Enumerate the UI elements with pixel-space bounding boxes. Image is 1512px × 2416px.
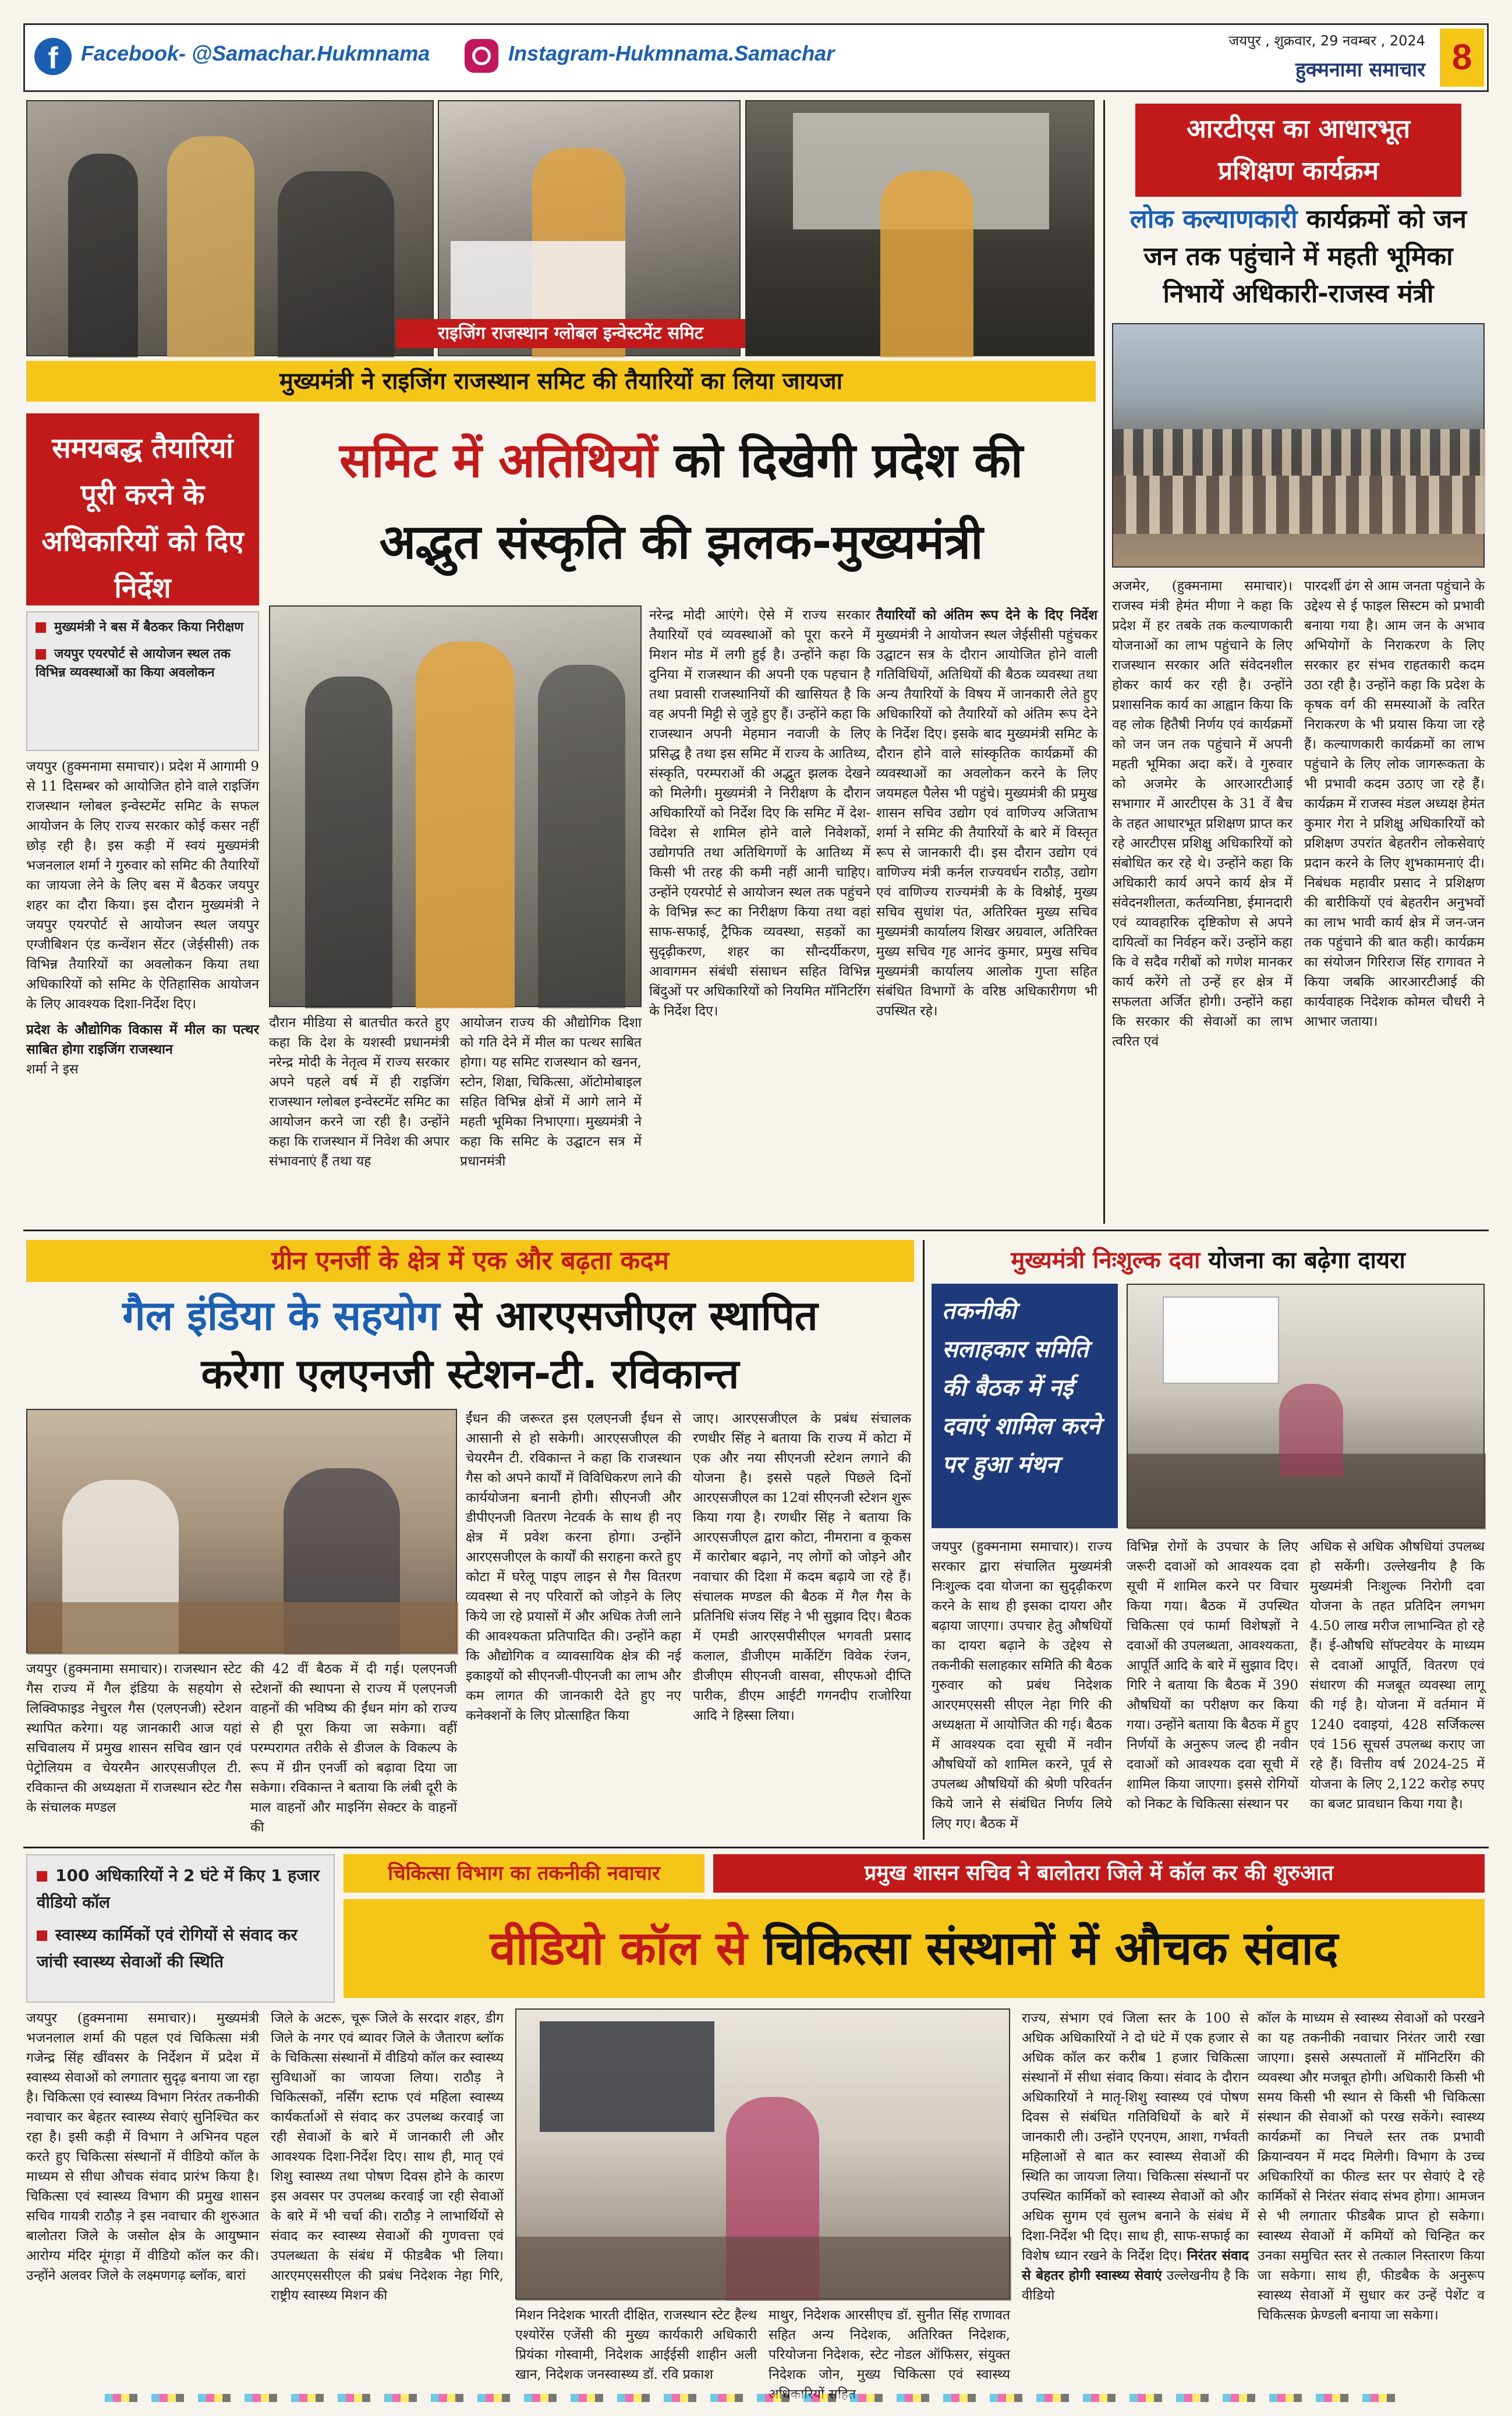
- videocall-kicker-yellow: चिकित्सा विभाग का तकनीकी नवाचार: [344, 1854, 704, 1893]
- lng-col-3: ईंधन की जरूरत इस एलएनजी ईंधन से आसानी से हो सकेगी। आरएसजीएल की चेयरमैन टी. रविकान्त ने कहा कि राजस्थान गैस को अपने कार्यों में विविधिकरण लाने की कार्ययोजना बनानी होगी। सीएनजी और डीपीएनजी वितरण नेटवर्क के साथ ही नए क्षेत्र में प्रवेश करना होगा। उन्होंने आरएसजीएल के कार्यों की सराहना करते हुए कोटा में घरेलू पाइप लाइन से गैस वितरण व्यवस्था से नए परिवारों को जोड़ने के लिए किये जा रहे प्रयासों में और अधिक तेजी लाने की आवश्यकता प्रतिपादित की। उन्होंने कहा कि औद्योगिक व व्यावसायिक क्षेत्र की नई इकाइयों को सीएनजी-पीएनजी का लाभ और कम लागत की जानकारी देते हुए नए कनेक्शनों के लिए प्रोत्साहित किया: [466, 1411, 681, 1723]
- summit-sidebox: समयबद्ध तैयारियां पूरी करने के अधिकारियों को दिए निर्देश: [26, 413, 259, 605]
- summit-headline: [265, 420, 1097, 595]
- videocall-col-6: कॉल के माध्यम से स्वास्थ्य सेवाओं को परखने का यह तकनीकी नवाचार निरंतर जारी रखा जाएगा। इससे अस्पतालों में मॉनिटरिंग की व्यवस्था और मजबूत होगी। अधिकारी किसी भी समय किसी भी स्थान से किसी भी चिकित्सा संस्थान की सेवाओं को परख सकेंगे। स्वास्थ्य कार्यक्रमों का निचले स्तर तक प्रभावी क्रियान्वयन में मदद मिलेगी। विभाग के उच्च अधिकारियों का फील्ड स्तर पर सेवाएं दे रहे कार्मिकों से निरंतर संवाद संभव होगा। आमजन से भी लगातार फीडबैक प्राप्त हो सकेगा। स्वास्थ्य सेवाओं में कमियों को चिन्हित कर उनका समुचित स्तर से तत्काल निस्तारण किया जा सकेगा। साथ ही, फीडबैक के अनुरूप स्वास्थ्य सेवाओं में सुधार कर उन्हें पेशेंट व चिकित्सक फ्रेण्डली बनाया जा सकेगा।: [1258, 2011, 1485, 2323]
- summit-bullet-2: जयपुर एयरपोर्ट से आयोजन स्थल तक विभिन्न व्यवस्थाओं का किया अवलोकन: [36, 647, 231, 680]
- medicine-divider: [923, 1240, 925, 1840]
- summit-col5-subhead: तैयारियों को अंतिम रूप देने के दिए निर्देश: [876, 607, 1097, 623]
- summit-col-4: नरेन्द्र मोदी आएंगे। ऐसे में राज्य सरकार तैयारियों एवं व्यवस्थाओं को पूरा करने में मिशन मोड में लगी हुई है। उन्होंने कहा कि दुनिया में राजस्थान की अपनी एक पहचान है तथा प्रवासी राजस्थानियों की खासियत है कि वह अपनी मिट्टी से जुड़े हुए हैं। उन्होंने कहा कि राजस्थान अपनी मेहमान नवाजी के लिए प्रसिद्ध है तथा इस समिट में राज्य के आतिथ्य, संस्कृति, परम्पराओं की अद्भुत झलक देखने को मिलेगी। मुख्यमंत्री ने निरीक्षण के दौरान अधिकारियों को निर्देश दिए कि समिट में देश-विदेश से शामिल होने वाले निवेशकों, उद्योगपति तथा अतिथिगणों के आतिथ्य में किसी भी तरह की कमी नहीं आनी चाहिए। उन्होंने एयरपोर्ट से आयोजन स्थल तक पहुंचने के विभिन्न रूट का निरीक्षण किया तथा वहां साफ-सफाई, ट्रैफिक व्यवस्था, सड़कों का सुदृढ़ीकरण, शहर का सौन्दर्यीकरण, आवागमन संबंधी संसाधन सहित विभिन्न बिंदुओं पर अधिकारियों को नियमित मॉनिटरिंग के निर्देश दिए।: [649, 608, 870, 1019]
- facebook-icon: f: [34, 38, 72, 75]
- summit-kicker: मुख्यमंत्री ने राइजिंग राजस्थान समिट की तैयारियों का लिया जायजा: [26, 361, 1096, 402]
- summit-bullets: [26, 611, 259, 751]
- videocall-col-2: जिले के अटरू, चूरू जिले के सरदार शहर, डीग जिले के नगर एवं ब्यावर जिले के जैतारण ब्लॉक के चिकित्सा संस्थानों में वीडियो कॉल कर स्वास्थ्य सुविधाओं का जायजा लिया। राठौड़ ने चिकित्सकों, नर्सिंग स्टाफ एवं महिला स्वास्थ्य कार्यकर्ताओं से संवाद कर उपलब्ध करवाई जा रही सेवाओं के बारे में जानकारी ली और आवश्यक दिशा-निर्देश दिए। साथ ही, मातृ एवं शिशु स्वास्थ्य तथा पोषण दिवस होने के कारण इस अवसर पर उपलब्ध करवाई जा रही सेवाओं के बारे में भी चर्चा की। राठौड़ ने लाभार्थियों से संवाद कर स्वास्थ्य सेवाओं की गुणवत्ता एवं उपलब्धता के संबंध में फीडबैक भी लिया। आरएमएससीएल की प्रबंध निदेशक नेहा गिरि, राष्ट्रीय स्वास्थ्य मिशन की: [271, 2011, 504, 2303]
- lng-headline-line2: करेगा एलएनजी स्टेशन-टी. रविकान्त: [201, 1350, 739, 1398]
- summit-main-photo: [269, 605, 642, 1007]
- summit-bullet-1: मुख्यमंत्री ने बस में बैठकर किया निरीक्षण: [36, 618, 250, 637]
- rts-group-photo: [1112, 323, 1485, 568]
- instagram-icon: [465, 39, 498, 73]
- section-rule-2: [23, 1847, 1489, 1848]
- summit-headline-line2: अद्भुत संस्कृति की झलक-मुख्यमंत्री: [379, 515, 983, 570]
- rts-headline-rest: कार्यक्रमों को जन जन तक पहुंचाने में महती भूमिका निभायें अधिकारी-राजस्व मंत्री: [1143, 204, 1467, 309]
- dateline: जयपुर , शुक्रवार, 29 नवम्बर , 2024: [1228, 33, 1425, 49]
- videocall-col-1: जयपुर (हुक्मनामा समाचार)। मुख्यमंत्री भजनलाल शर्मा की पहल एवं चिकित्सा मंत्री गजेन्द्र सिंह खींवसर के निर्देशन में प्रदेश में स्वास्थ्य सेवाओं को लगातार सुदृढ़ बनाया जा रहा है। चिकित्सा एवं स्वास्थ्य विभाग निरंतर तकनीकी नवाचार कर बेहतर स्वास्थ्य सेवाएं सुनिश्चित कर रहा है। इसी कड़ी में विभाग ने अभिनव पहल करते हुए चिकित्सा संस्थानों में वीडियो कॉल के माध्यम से सीधा औचक संवाद प्रारंभ किया है। चिकित्सा एवं स्वास्थ्य विभाग की प्रमुख शासन सचिव गायत्री राठौड़ ने इस नवाचार की शुरुआत बालोतरा जिले के जसोल क्षेत्र के आयुष्मान आरोग्य मंदिर मूंगड़ा में वीडियो कॉल कर की। उन्होंने अलवर जिले के लक्ष्मणगढ़ ब्लॉक, बारां: [26, 2011, 259, 2283]
- medicine-kicker-rest: योजना का बढ़ेगा दायरा: [1208, 1247, 1405, 1274]
- facebook-handle: Facebook- @Samachar.Hukmnama: [81, 41, 430, 65]
- medicine-col-2: विभिन्न रोगों के उपचार के लिए जरूरी दवाओं को आवश्यक दवा सूची में शामिल करने पर विचार किया गया। बैठक में उपस्थित चिकित्सा एवं फार्मा विशेषज्ञों ने दवाओं की उपलब्धता, आवश्यकता, आपूर्ति आदि के बारे में सुझाव दिए। गिरि ने बताया कि बैठक में 390 औषधियों का परीक्षण कर किया गया। उन्होंने बताया कि बैठक में हुए निर्णयों के अनुरूप जल्द ही नवीन दवाओं को आवश्यक दवा सूची में शामिल किया जाएगा। इससे रोगियों को निकट के चिकित्सा संस्थान पर: [1127, 1539, 1298, 1812]
- right-column-divider: [1103, 100, 1105, 1224]
- lng-col-2: की 42 वीं बैठक में दी गई। एलएनजी स्टेशनों की स्थापना से राज्य में एलएनजी वाहनों की भविष्य की ईंधन मांग को राज्य से ही पूरा किया जा सकेगा। वहीं परम्परागत तरीके से डीजल के विकल्प के रूप में ग्रीन एनर्जी को बढ़ावा दिया जा सकेगा। रविकान्त ने बताया कि लंबी दूरी के माल वाहनों और माइनिंग सेक्टर के वाहनों की: [250, 1662, 457, 1835]
- lng-meeting-photo: [26, 1409, 457, 1653]
- videocall-col-4: माथुर, निदेशक आरसीएच डॉ. सुनीत सिंह राणावत सहित अन्य निदेशक, अतिरिक्त निदेशक, परियोजना निदेशक, स्टेट नोडल ऑफिसर, संयुक्त निदेशक जोन, मुख्य चिकित्सा एवं स्वास्थ्य: [769, 2308, 1010, 2382]
- section-rule-1: [23, 1230, 1489, 1231]
- summit-col-3: आयोजन राज्य की औद्योगिक दिशा को गति देने में मील का पत्थर साबित होगा। यह समिट राजस्थान को खनन, स्टोन, शिक्षा, चिकित्सा, ऑटोमोबाइल सहित विभिन्न क्षेत्रों में आगे लाने में महती भूमिका निभाएगा। मुख्यमंत्री ने कहा कि समिट के उद्घाटन सत्र में प्रधानमंत्री: [460, 1015, 642, 1169]
- rts-col-1: अजमेर, (हुक्मनामा समाचार)। राजस्व मंत्री हेमंत मीणा ने कहा कि प्रदेश में हर तबके तक कल्याणकारी योजनाओं का लाभ पहुंचाने के लिए राजस्थान सरकार अति संवेदनशील होकर कार्य कर रही है। उन्होंने प्रशासनिक कार्य का आह्वान किया कि वह लोक हितैषी निर्णय एवं कार्यक्रमों को जन जन तक पहुंचाने में अपनी महती भूमिका अदा करें। वे गुरुवार को अजमेर के आरआरटीआई सभागार में आरटीएस के 31 वें बैच के तहत आधारभूत प्रशिक्षण प्राप्त कर रहे आरटीएस प्रशिक्षु अधिकारियों को संबोधित कर रहे थे। उन्होंने कहा कि अधिकारी कार्य अपने कार्य क्षेत्र में संवेदनशीलता, कर्तव्यनिष्ठा, ईमानदारी एवं व्यावहारिक दृष्टिकोण से अपने दायित्वों का निर्वहन करें। उन्होंने कहा कि वे सदैव गरीबों को गणेश मानकर कार्य करेंगे तो उन्हें हर क्षेत्र में सफलता अर्जित होगी। उन्होंने कहा कि सरकार की सेवाओं का लाभ त्वरित एवं: [1112, 579, 1293, 1049]
- medicine-col-3: अधिक से अधिक औषधियां उपलब्ध हो सकेंगी। उल्लेखनीय है कि मुख्यमंत्री निःशुल्क निरोगी दवा योजना के तहत प्रतिदिन लगभग 4.50 लाख मरीज लाभान्वित हो रहे हैं। ई-औषधि सॉफ्टवेयर के माध्यम से दवाओं आपूर्ति, वितरण एवं संधारण की मजबूत व्यवस्था लागू की गई है। योजना में वर्तमान में 1240 दवाइयां, 428 सर्जिकल्स एवं 156 सूचर्स उपलब्ध कराए जा रहे हैं। वित्तीय वर्ष 2024-25 में योजना के लिए 2,122 करोड़ रुपए का बजट प्रावधान किया गया है।: [1310, 1539, 1485, 1812]
- summit-photo-2: [438, 100, 741, 356]
- medicine-sidebox: तकनीकी सलाहकार समिति की बैठक में नई दवाएं शामिल करने पर हुआ मंथन: [932, 1284, 1118, 1528]
- lng-col-4: जाए। आरएसजीएल के प्रबंध संचालक रणधीर सिंह ने बताया कि राज्य में कोटा में एक और नया सीएनजी स्टेशन लगाने की योजना है। इससे पहले पिछले दिनों आरएसजीएल का 12वां सीएनजी स्टेशन शुरू किया गया है। रणधीर सिंह ने बताया कि आरएसजीएल द्वारा कोटा, नीमराना व कूकस में कारोबार बढ़ाने, नए लोगों को जोड़ने और नवाचार की दिशा में कदम बढ़ाये जा रहे हैं। संचालक मण्डल की बैठक में गैल गैस के प्रतिनिधि संजय सिंह ने भी सुझाव दिए। बैठक में एमडी आरएसपीसीएल भगवती प्रसाद कलाल, डीजीएम मार्केटिंग विवेक रंजन, डीजीएम सीएनजी वासवा, सीएफओ दीप्ति पारीक, डीएम आईटी गगनदीप राजोरिया आदि ने हिस्सा लिया।: [693, 1411, 911, 1723]
- summit-col1-subhead: प्रदेश के औद्योगिक विकास में मील का पत्थर साबित होगा राइजिंग राजस्थान: [26, 1022, 259, 1057]
- masthead: [23, 23, 1489, 92]
- videocall-photo: [515, 2008, 1010, 2300]
- videocall-col5-subhead: निरंतर संवाद से बेहतर होगी स्वास्थ्य सेवाएं: [1022, 2248, 1249, 2283]
- videocall-col-5: राज्य, संभाग एवं जिला स्तर के 100 से अधिक अधिकारियों ने दो घंटे में एक हजार से अधिक कॉल कर करीब 1 हजार चिकित्सा संस्थानों में सीधा संवाद किया। संवाद के दौरान अधिकारियों ने मातृ-शिशु स्वास्थ्य एवं पोषण दिवस से संबंधित गतिविधियों के बारे में जानकारी ली। उन्होंने एएनएम, आशा, गर्भवती महिलाओं से बात कर स्वास्थ्य सेवाओं की स्थिति का जायजा लिया। चिकित्सा संस्थानों पर उपस्थित कार्मिकों को स्वास्थ्य सेवाओं को और अधिक सुगम एवं सुलभ बनाने के संबंध में दिशा-निर्देश भी दिए। साथ ही, साफ-सफाई का विशेष ध्यान रखने के निर्देश दिए। निरंतर संवाद से बेहतर होगी स्वास्थ्य सेवाएं उल्लेखनीय है कि वीडियो: [1022, 2011, 1249, 2303]
- lng-headline-blue: गैल इंडिया के सहयोग: [122, 1292, 440, 1340]
- page-number: 8: [1440, 29, 1484, 87]
- videocall-kicker-red: प्रमुख शासन सचिव ने बालोतरा जिले में कॉल कर की शुरुआत: [713, 1854, 1485, 1893]
- videocall-bullet-1: 100 अधिकारियों ने 2 घंटे में किए 1 हजार वीडियो कॉल: [37, 1866, 320, 1912]
- rts-col-2: पारदर्शी ढंग से आम जनता पहुंचाने के उद्देश्य से ई फाइल सिस्टम को प्रभावी बनाया गया है। आम जन के अभाव अभियोगों के निराकरण के लिए सरकार हर संभव राहतकारी कदम उठा रही है। उन्होंने कहा कि प्रदेश के कृषक वर्ग की समस्याओं के त्वरित निराकरण के भी प्रयास किया जा रहे हैं। कल्याणकारी कार्यक्रमों का लाभ पहुंचाने के लिए लोक जागरूकता के भी प्रभावी कदम उठाए जा रहे हैं। कार्यक्रम में राजस्व मंडल अध्यक्ष हेमंत कुमार गेरा ने प्रशिक्षु अधिकारियों को प्रशिक्षण उपरांत बेहतरीन लोकसेवाएं प्रदान करने के लिए शुभकामनाएं दी। निबंधक महावीर प्रसाद ने प्रशिक्षण की बारीकियों एवं बेहतरीन अनुभवों का लाभ भावी कार्य क्षेत्र में जन-जन तक पहुंचाने की बात कही। कार्यक्रम का संयोजन गिरिराज सिंह रागावत ने किया जबकि आरआरटीआई की कार्यवाहक निदेशक कोमल चौधरी ने आभार जताया।: [1304, 579, 1485, 1029]
- footer-color-bar: [105, 2394, 1407, 2402]
- summit-col-1: जयपुर (हुक्मनामा समाचार)। प्रदेश में आगामी 9 से 11 दिसम्बर को आयोजित होने वाले राइजिंग राजस्थान ग्लोबल इन्वेस्टमेंट समिट के सफल आयोजन के लिए राज्य सरकार कोई कसर नहीं छोड़ रही है। इस कड़ी में स्वयं मुख्यमंत्री भजनलाल शर्मा ने गुरुवार को समिट की तैयारियों का जायजा लेने के लिए बस में बैठकर जयपुर शहर का दौरा किया। इस दौरान मुख्यमंत्री ने जयपुर एयरपोर्ट से आयोजन स्थल जयपुर एग्जीबिशन एंड कन्वेंशन सेंटर (जेईसीसी) तक विभिन्न तैयारियों का अवलोकन किया तथा अधिकारियों को समिट के ऐतिहासिक आयोजन के लिए आवश्यक दिशा-निर्देश दिए। प्रदेश के औद्योगिक विकास में मील का पत्थर साबित होगा राइजिंग राजस्थान शर्मा ने इस: [26, 759, 259, 1077]
- summit-photo-3: [745, 100, 1095, 356]
- instagram-handle: Instagram-Hukmnama.Samachar: [508, 41, 835, 65]
- medicine-kicker: [932, 1240, 1485, 1281]
- summit-headline-red: समिट में अतिथियों: [339, 433, 658, 488]
- videocall-col-3: मिशन निदेशक भारती दीक्षित, राजस्थान स्टेट हैल्थ एश्योरेंस एजेंसी की मुख्य कार्यकारी अधिकारी प्रियंका गोस्वामी, निदेशक आईईसी शाहीन अली खान, निदेशक जनस्वास्थ्य डॉ. रवि प्रकाश: [515, 2308, 757, 2382]
- summit-col-2: दौरान मीडिया से बातचीत करते हुए कहा कि देश के यशस्वी प्रधानमंत्री नरेन्द्र मोदी के नेतृत्व में राज्य सरकार अपने पहले वर्ष में ही राइजिंग राजस्थान ग्लोबल इन्वेस्टमेंट समिट का आयोजन करने जा रही है। उन्होंने कहा कि राजस्थान में निवेश की अपार संभावनाएं हैं तथा यह: [269, 1015, 449, 1169]
- summit-photo-1: [26, 100, 434, 356]
- rts-headline: [1112, 201, 1485, 317]
- summit-headline-rest: को दिखेगी प्रदेश की: [674, 433, 1024, 488]
- summit-col-5: तैयारियों को अंतिम रूप देने के दिए निर्देश मुख्यमंत्री ने आयोजन स्थल जेईसीसी पहुंचकर उद्घाटन सत्र के दौरान आयोजित होने वाली गतिविधियों, अतिथियों की बैठक व्यवस्था तथा अन्य तैयारियों के विषय में जानकारी लेते हुए अधिकारियों को तैयारियों को अंतिम रूप देने के निर्देश दिए। इसके बाद मुख्यमंत्री समिट के दौरान होने वाले सांस्कृतिक कार्यक्रमों की व्यवस्थाओं का अवलोकन करने के लिए जयमहल पैलेस भी पहुंचे। मुख्यमंत्री की प्रमुख शासन सचिव उद्योग एवं वाणिज्य अजिताभ शर्मा ने समिट की तैयारियों के बारे में विस्तृत रूप से जानकारी दी। इस दौरान उद्योग एवं वाणिज्य मंत्री कर्नल राज्यवर्धन राठौड़, उद्योग एवं वाणिज्य राज्यमंत्री के के विश्नोई, मुख्य सचिव सुधांश पंत, अतिरिक्त मुख्य सचिव मुख्यमंत्री कार्यालय शिखर अग्रवाल, अतिरिक्त मुख्य सचिव गृह आनंद कुमार, प्रमुख सचिव मुख्यमंत्री कार्यालय आलोक गुप्ता सहित संबंधित विभागों के वरिष्ठ अधिकारीगण भी उपस्थित रहे।: [876, 607, 1097, 1019]
- lng-col-1: जयपुर (हुक्मनामा समाचार)। राजस्थान स्टेट गैस राज्य में गैल इंडिया के सहयोग से लिक्विफाइड नेचुरल गैस (एलएनजी) स्टेशन स्थापित करेगा। यह जानकारी आज यहां सचिवालय में प्रमुख शासन सचिव खान एवं पेट्रोलियम व चेयरमैन आरएसजीएल टी. रविकान्त की अध्यक्षता में राजस्थान स्टेट गैस के संचालक मण्डल: [26, 1662, 242, 1815]
- rts-headline-blue: लोक कल्याणकारी: [1130, 204, 1298, 234]
- videocall-bullet-2: स्वास्थ्य कार्मिकों एवं रोगियों से संवाद कर जांची स्वास्थ्य सेवाओं की स्थिति: [37, 1925, 298, 1971]
- lng-headline: [26, 1287, 914, 1403]
- lng-headline-rest: से आरएसजीएल स्थापित: [454, 1292, 818, 1340]
- lng-kicker: ग्रीन एनर्जी के क्षेत्र में एक और बढ़ता कदम: [26, 1240, 914, 1282]
- videocall-headline: [344, 1899, 1485, 1998]
- videocall-headline-rest: चिकित्सा संस्थानों में औचक संवाद: [763, 1921, 1339, 1975]
- videocall-bullets: [26, 1854, 335, 2003]
- videocall-headline-red: वीडियो कॉल से: [490, 1921, 748, 1975]
- medicine-meeting-photo: [1127, 1284, 1485, 1528]
- medicine-kicker-red: मुख्यमंत्री निःशुल्क दवा: [1011, 1247, 1201, 1274]
- paper-name: हुक्मनामा समाचार: [1295, 58, 1425, 82]
- summit-photo-caption: राइजिंग राजस्थान ग्लोबल इन्वेस्टमेंट समिट: [396, 319, 745, 348]
- rts-banner: आरटीएस का आधारभूत प्रशिक्षण कार्यक्रम: [1135, 104, 1461, 197]
- medicine-col-1: जयपुर (हुक्मनामा समाचार)। राज्य सरकार द्वारा संचालित मुख्यमंत्री निःशुल्क दवा योजना का सुदृढ़ीकरण करने के साथ ही इसका दायरा और बढ़ाया जाएगा। उपचार हेतु औषधियों का दायरा बढ़ाने के उद्देश्य से तकनीकी सलाहकार समिति की बैठक गुरुवार को प्रबंध निदेशक आरएमएससी सीएल नेहा गिरि की अध्यक्षता में आयोजित की गई। बैठक में आवश्यक दवा सूची में नवीन औषधियों को शामिल करने, पूर्व से उपलब्ध औषधियों की श्रेणी परिवर्तन किये जाने से संबंधित निर्णय लिये लिए गए। बैठक में: [932, 1539, 1112, 1832]
